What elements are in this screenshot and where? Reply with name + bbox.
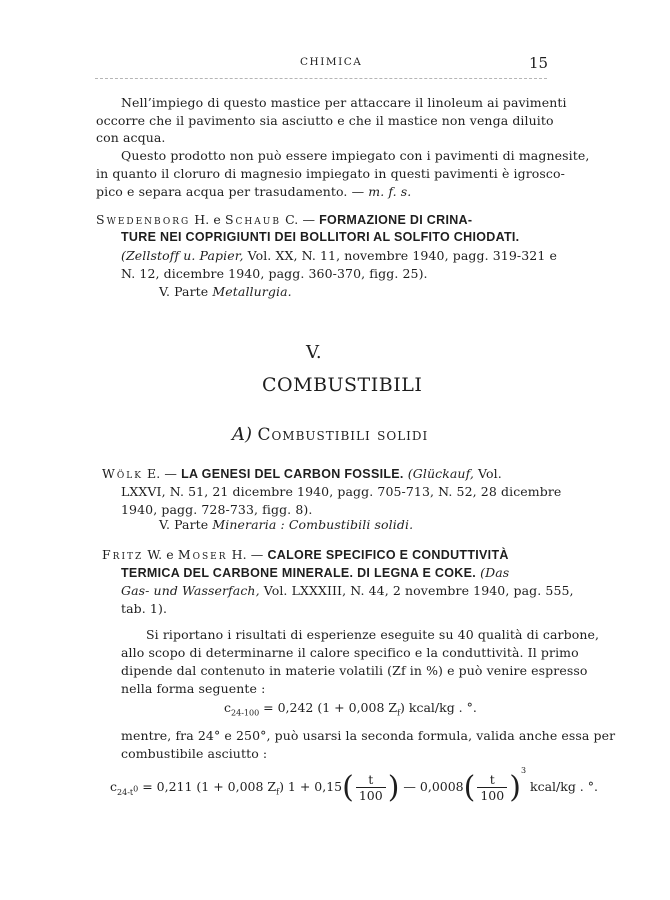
intro-p1-line2: occorre che il pavimento sia asciutto e che il mastice non venga diluito (96, 113, 554, 128)
signature: m. f. s. (368, 184, 412, 199)
intro-p1-line1: Nell’impiego di questo mastice per attaccare il linoleum ai pavimenti (121, 95, 567, 110)
body-p2-line1: mentre, fra 24° e 250°, può usarsi la seconda formula, valida anche essa per (121, 728, 616, 743)
entry1-author2: Schaub (224, 212, 281, 227)
intro-p1-line3: con acqua. (96, 130, 166, 145)
entry1-author1: Swedenborg (96, 212, 191, 227)
body-p1-line1: Si riportano i risultati di esperienze eseguite su 40 qualità di carbone, (146, 627, 600, 642)
entry3-author2: Moser (177, 547, 228, 562)
entry1-see-also: V. Parte Metallurgia. (159, 284, 292, 299)
equation-2: $c_{24-t^0} = 0,211$ (1 + 0,008 $Z_f$) 1 + 0,15( $\frac{t}{100}$ ) — 0,0008( $\frac{t}{100}$ )$^3$ kcal/kg . °. (110, 766, 598, 805)
entry2-see-also: V. Parte Mineraria : Combustibili solidi. (159, 517, 414, 532)
intro-p2-line2: in quanto il cloruro di magnesio impiegato in questi pavimenti è igrosco- (96, 166, 565, 181)
entry1-journal: (Zellstoff u. Papier, (121, 248, 244, 263)
entry1-citation-line1: (Zellstoff u. Papier, Vol. XX, N. 11, novembre 1940, pagg. 319-321 e (121, 248, 557, 263)
entry1-line1: Swedenborg H. e Schaub C. — FORMAZIONE DI CRINA- (96, 212, 473, 227)
equation-1: $c_{24-100} = 0,242$ (1 + 0,008 $Z_f$) kcal/kg . °. (224, 700, 477, 718)
entry3-author1: Fritz (102, 547, 144, 562)
entry1-citation-line2: N. 12, dicembre 1940, pagg. 360-370, figg. 25). (121, 266, 428, 281)
section-title: COMBUSTIBILI (262, 374, 423, 396)
fraction-1: $\frac{t}{100}$ (356, 772, 386, 803)
entry2-author: Wölk (102, 466, 143, 481)
entry2-citation-line2: LXXVI, N. 51, 21 dicembre 1940, pagg. 705-713, N. 52, 28 dicembre (121, 484, 562, 499)
entry3-journal: Gas- und Wasserfach, (121, 583, 260, 598)
entry2-citation-line3: 1940, pagg. 728-733, figg. 8). (121, 502, 313, 517)
page-number: 15 (529, 54, 549, 72)
entry3-title: CALORE SPECIFICO E CONDUTTIVITÀ (267, 548, 509, 562)
running-header: CHIMICA (300, 56, 363, 68)
entry3-citation-line3: Gas- und Wasserfach, Vol. LXXXIII, N. 44, 2 novembre 1940, pag. 555, (121, 583, 574, 598)
header-rule (95, 78, 547, 79)
entry3-line1: Fritz W. e Moser H. — CALORE SPECIFICO E CONDUTTIVITÀ (102, 547, 509, 562)
body-p2-line2: combustibile asciutto : (121, 746, 268, 761)
intro-p2-line1: Questo prodotto non può essere impiegato con i pavimenti di magnesite, (121, 148, 590, 163)
intro-p2-line3: pico e separa acqua per trasudamento. — m. f. s. (96, 184, 412, 199)
section-number: V. (306, 342, 322, 363)
body-p1-line2: allo scopo di determinarne il calore specifico e la conduttività. Il primo (121, 645, 579, 660)
entry3-title-line2: TERMICA DEL CARBONE MINERALE. DI LEGNA E COKE. (Das (121, 565, 510, 580)
entry2-journal: (Glückauf, (407, 466, 474, 481)
entry2-title: LA GENESI DEL CARBON FOSSILE. (181, 467, 404, 481)
entry1-title-cont: TURE NEI COPRIGIUNTI DEI BOLLITORI AL SOLFITO CHIODATI. (121, 230, 520, 244)
entry3-citation-line4: tab. 1). (121, 601, 168, 616)
entry1-title: FORMAZIONE DI CRINA- (319, 213, 473, 227)
subsection-title: A) Combustibili solidi (232, 424, 429, 445)
fraction-2: $\frac{t}{100}$ (477, 772, 507, 803)
body-p1-line4: nella forma seguente : (121, 681, 266, 696)
entry2-line1: Wölk E. — LA GENESI DEL CARBON FOSSILE. (Glückauf, Vol. (102, 466, 502, 481)
body-p1-line3: dipende dal contenuto in materie volatili (Zf in %) e può venire espresso (121, 663, 588, 678)
